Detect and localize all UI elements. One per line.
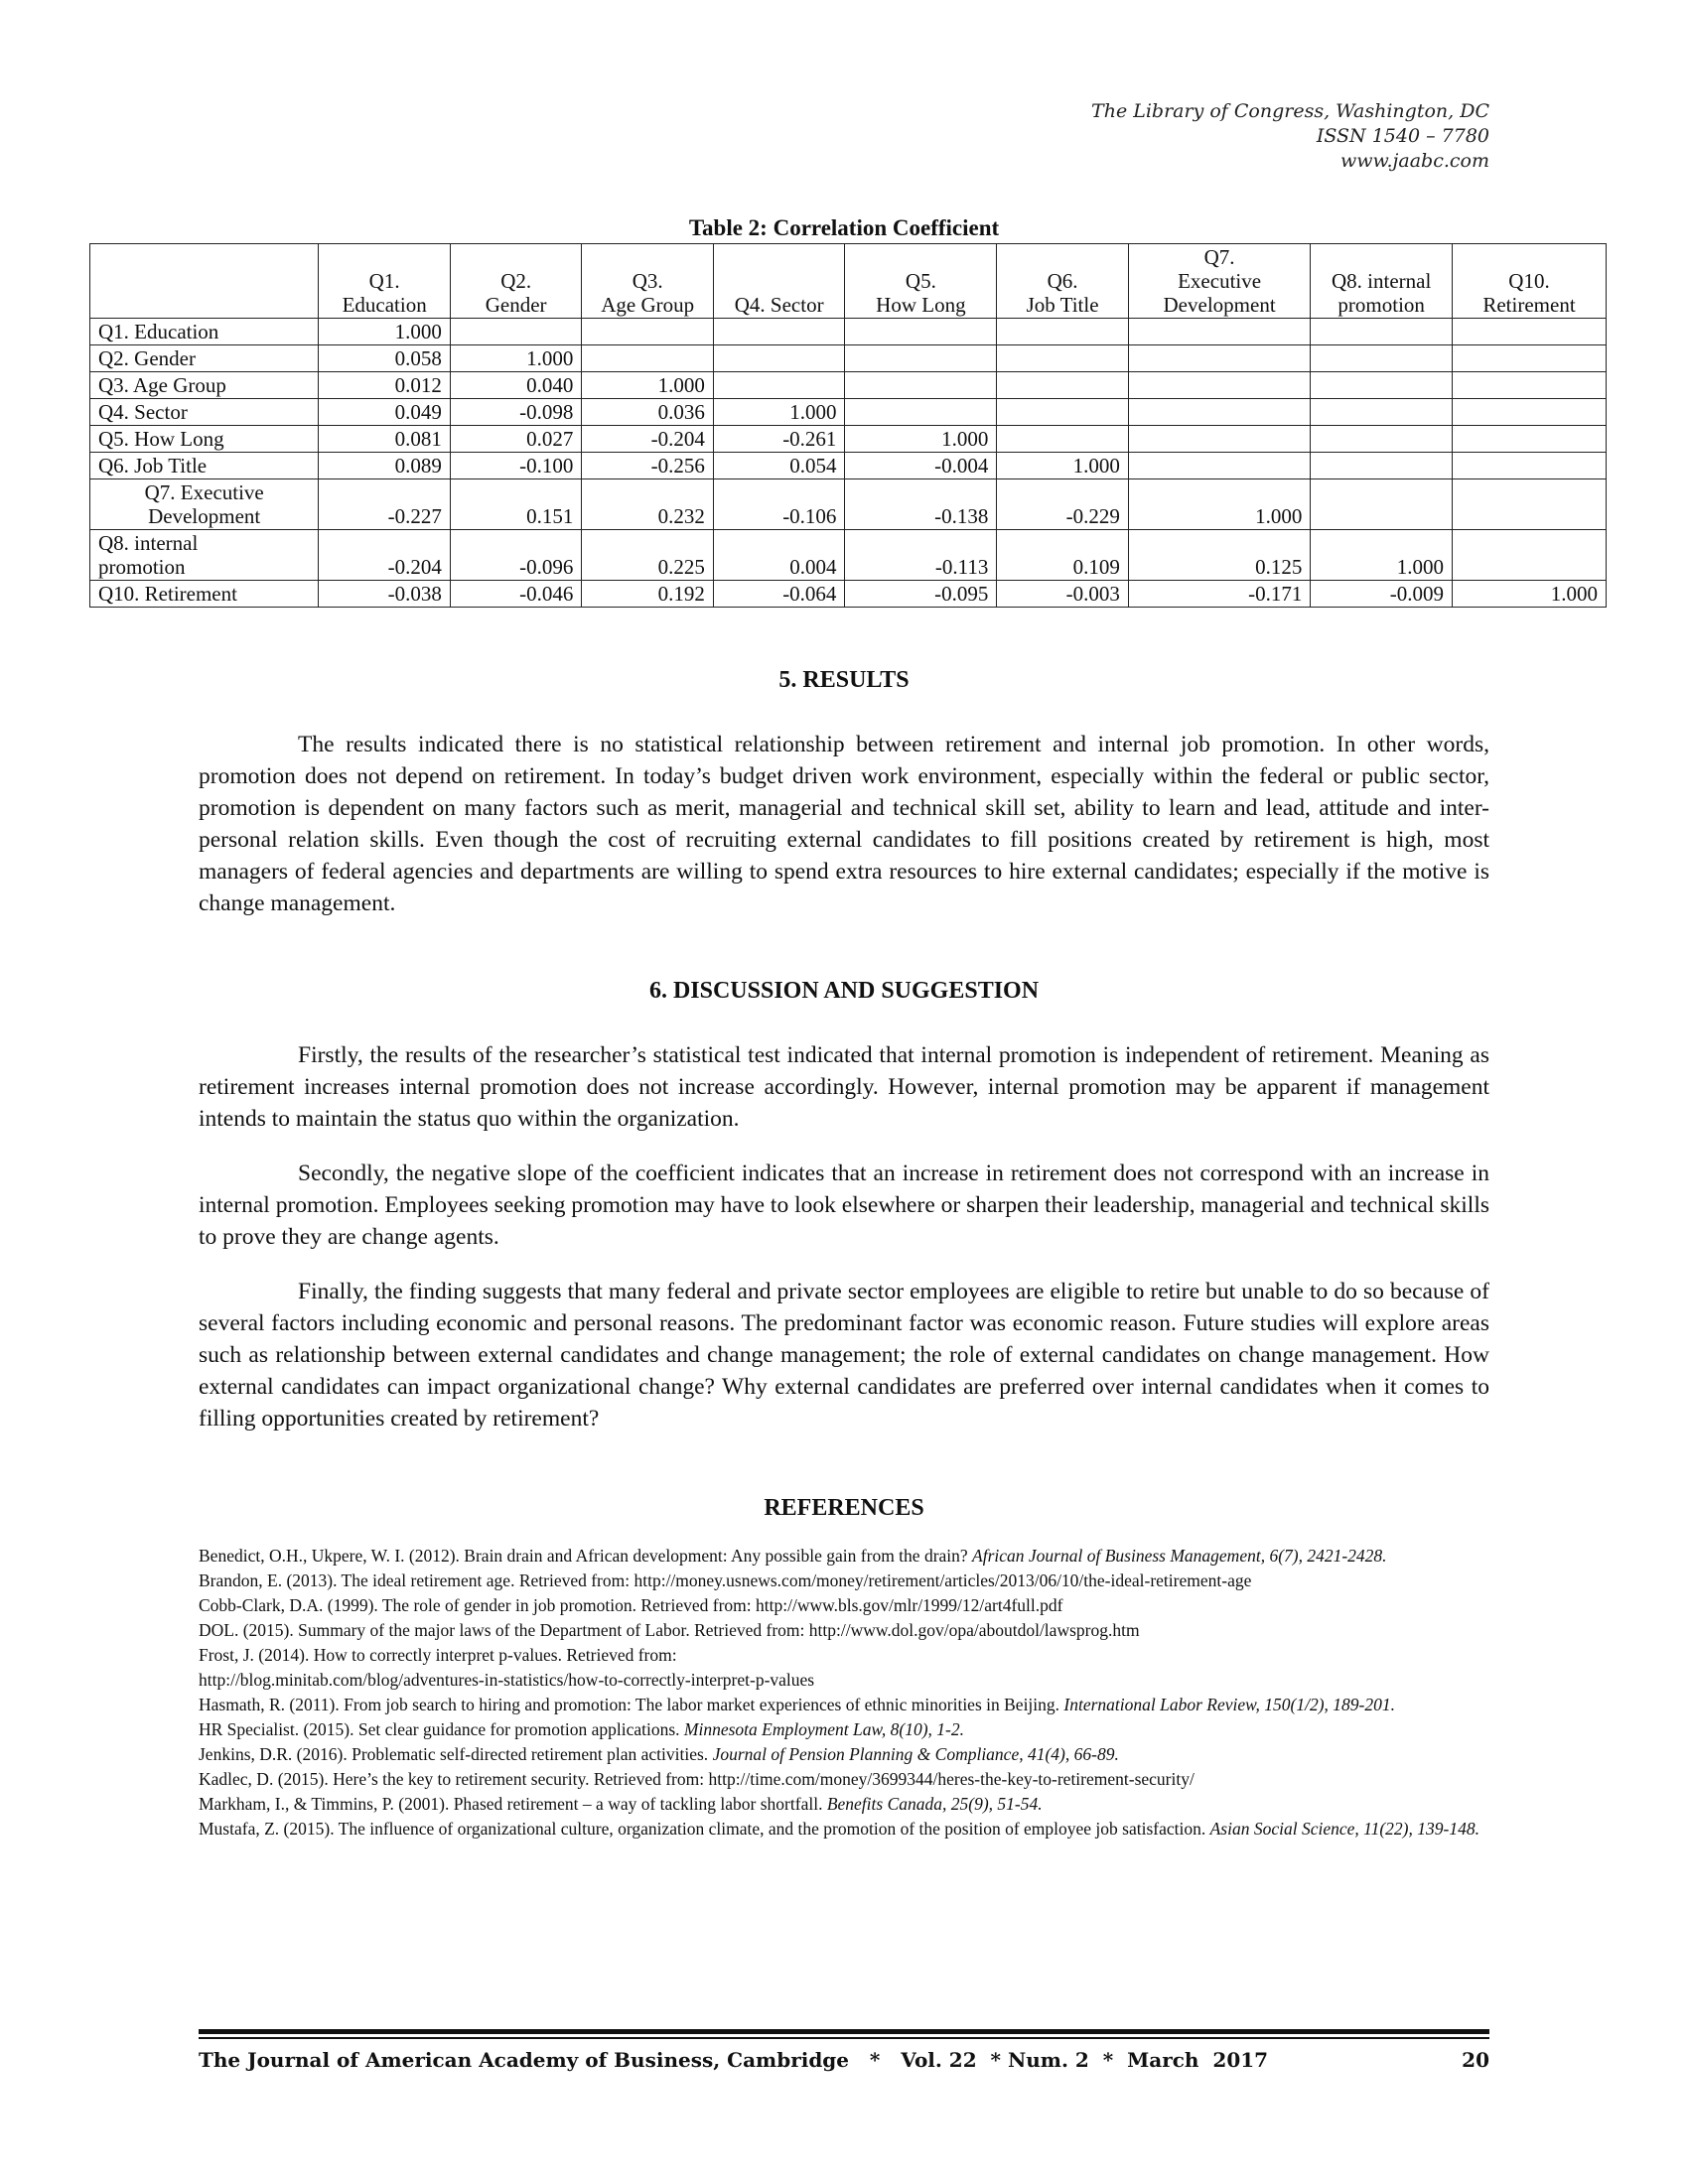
table-row (90, 345, 1607, 372)
table-cell (1128, 345, 1310, 372)
reference-item: Markham, I., & Timmins, P. (2001). Phased retirement – a way of tackling labor shortfall. Benefits Canada, 25(9), 51-54. (199, 1794, 1043, 1814)
table-cell: -0.046 (450, 581, 582, 608)
row-label: Q6. Job Title (90, 453, 319, 479)
table-cell: -0.106 (713, 479, 845, 530)
table-cell: -0.256 (582, 453, 714, 479)
references-list (199, 1544, 1499, 1842)
table-cell: -0.204 (582, 426, 714, 453)
table-cell (845, 319, 997, 345)
table-cell (845, 345, 997, 372)
table-cell (1311, 372, 1453, 399)
journal-header (1091, 99, 1489, 174)
column-header: Q4. Sector (713, 244, 845, 319)
table-cell: -0.171 (1128, 581, 1310, 608)
table-cell (1453, 479, 1607, 530)
reference-item: Brandon, E. (2013). The ideal retirement age. Retrieved from: http://money.usnews.com/money/retirement/articles/2013/06/10/the-ideal-retirement-age (199, 1570, 1252, 1590)
table-cell (1128, 426, 1310, 453)
table-header-row (90, 244, 1607, 319)
table-cell (1453, 345, 1607, 372)
table-cell (582, 345, 714, 372)
table-cell: 1.000 (1128, 479, 1310, 530)
column-header: Q3. Age Group (582, 244, 714, 319)
table-cell: 1.000 (450, 345, 582, 372)
discussion-heading: 6. DISCUSSION AND SUGGESTION (648, 978, 1040, 1004)
table-cell: 0.089 (319, 453, 451, 479)
row-label: Q5. How Long (90, 426, 319, 453)
table-cell: 0.151 (450, 479, 582, 530)
table-cell (1311, 399, 1453, 426)
journal-footer (199, 2048, 1489, 2072)
discussion-paragraph-3: Finally, the finding suggests that many federal and private sector employees are eligible to retire but unable to do so because of several factors including economic and personal reasons. The predominant factor was economic reason. Future studies will explore areas such as relationship between external candidates and change management; the role of external candidates on change management. How external candidates can impact organizational change? Why external candidates are preferred over internal candidates when it comes to filling opportunities created by retirement? (199, 1279, 1489, 1432)
row-label: Q2. Gender (90, 345, 319, 372)
table-row (90, 426, 1607, 453)
table-row (90, 372, 1607, 399)
results-heading: 5. RESULTS (778, 667, 910, 693)
header-line-1: The Library of Congress, Washington, DC (1091, 100, 1489, 122)
table-cell (1453, 372, 1607, 399)
table-cell: -0.038 (319, 581, 451, 608)
table-cell (845, 372, 997, 399)
table-cell: -0.009 (1311, 581, 1453, 608)
table-cell: 0.049 (319, 399, 451, 426)
table-cell (1311, 345, 1453, 372)
table-cell (997, 345, 1129, 372)
table-cell: 1.000 (1311, 530, 1453, 581)
column-header: Q2. Gender (450, 244, 582, 319)
table-cell: -0.138 (845, 479, 997, 530)
reference-item: HR Specialist. (2015). Set clear guidance for promotion applications. Minnesota Employment Law, 8(10), 1-2. (199, 1719, 964, 1739)
table-cell (1453, 399, 1607, 426)
row-label: Q1. Education (90, 319, 319, 345)
column-header: Q10. Retirement (1453, 244, 1607, 319)
footer-rule-thin (199, 2037, 1489, 2039)
table-row (90, 479, 1607, 530)
footer-journal-info: The Journal of American Academy of Business, Cambridge * Vol. 22 * Num. 2 * March 2017 (199, 2048, 1269, 2072)
table-cell (1128, 453, 1310, 479)
references-heading: REFERENCES (764, 1495, 924, 1521)
column-header: Q7. Executive Development (1128, 244, 1310, 319)
table-cell: -0.098 (450, 399, 582, 426)
table-cell (997, 372, 1129, 399)
reference-item: Jenkins, D.R. (2016). Problematic self-directed retirement plan activities. Journal of Pension Planning & Compliance, 41(4), 66-89. (199, 1744, 1119, 1764)
page-number: 20 (1462, 2048, 1489, 2072)
table-cell: -0.113 (845, 530, 997, 581)
reference-item: Mustafa, Z. (2015). The influence of organizational culture, organization climate, and the promotion of the position of employee job satisfaction. Asian Social Science, 11(22), 139-148. (199, 1819, 1479, 1839)
row-label: Q7. Executive Development (90, 479, 319, 530)
header-line-3: www.jaabc.com (1339, 150, 1489, 172)
table-cell (1311, 319, 1453, 345)
table-cell (1453, 530, 1607, 581)
table-row (90, 453, 1607, 479)
table-cell (1128, 319, 1310, 345)
table-cell (1311, 479, 1453, 530)
table-cell: 0.027 (450, 426, 582, 453)
discussion-paragraph-1: Firstly, the results of the researcher’s statistical test indicated that internal promotion is independent of retirement. Meaning as retirement increases internal promotion does not increase accordingly. However, internal promotion may be apparent if management intends to maintain the status quo within the organization. (199, 1042, 1489, 1132)
table-cell: 0.081 (319, 426, 451, 453)
table-cell: 1.000 (582, 372, 714, 399)
table-cell (1311, 453, 1453, 479)
table-cell (713, 345, 845, 372)
table-cell: -0.204 (319, 530, 451, 581)
header-line-2: ISSN 1540 – 7780 (1316, 125, 1489, 147)
row-label: Q3. Age Group (90, 372, 319, 399)
table-cell (1453, 453, 1607, 479)
table-cell (997, 319, 1129, 345)
table-cell (582, 319, 714, 345)
table-cell: 0.225 (582, 530, 714, 581)
table-cell: 0.036 (582, 399, 714, 426)
table-body (90, 319, 1607, 608)
table-cell (997, 399, 1129, 426)
table-row (90, 319, 1607, 345)
table-cell: 0.004 (713, 530, 845, 581)
row-label: Q8. internal promotion (90, 530, 319, 581)
table-cell: 1.000 (997, 453, 1129, 479)
column-header: Q6. Job Title (997, 244, 1129, 319)
column-header: Q1. Education (319, 244, 451, 319)
table-cell: 0.040 (450, 372, 582, 399)
table-cell: 0.232 (582, 479, 714, 530)
table-cell: -0.003 (997, 581, 1129, 608)
table-cell (450, 319, 582, 345)
table-cell (1128, 372, 1310, 399)
table-cell (713, 319, 845, 345)
column-header: Q5. How Long (845, 244, 997, 319)
table-cell: -0.229 (997, 479, 1129, 530)
reference-item: Cobb-Clark, D.A. (1999). The role of gender in job promotion. Retrieved from: http://www.bls.gov/mlr/1999/12/art4full.pdf (199, 1595, 1063, 1615)
table-cell: -0.064 (713, 581, 845, 608)
table-cell (997, 426, 1129, 453)
table-cell: 0.125 (1128, 530, 1310, 581)
table-cell: 1.000 (845, 426, 997, 453)
table-cell (1128, 399, 1310, 426)
table-cell (845, 399, 997, 426)
table-cell: 1.000 (713, 399, 845, 426)
table-cell (713, 372, 845, 399)
table-cell: 0.192 (582, 581, 714, 608)
results-paragraph: The results indicated there is no statistical relationship between retirement and internal job promotion. In other words, promotion does not depend on retirement. In today’s budget driven work environment, especially within the federal or public sector, promotion is dependent on many factors such as merit, managerial and technical skill set, ability to learn and lead, attitude and inter-personal relation skills. Even though the cost of recruiting external candidates to fill positions created by retirement is high, most managers of federal agencies and departments are willing to spend extra resources to hire external candidates; especially if the motive is change management. (199, 732, 1489, 916)
footer-rule-thick (199, 2029, 1489, 2034)
table-cell (1311, 426, 1453, 453)
discussion-paragraph-2: Secondly, the negative slope of the coefficient indicates that an increase in retirement does not correspond with an increase in internal promotion. Employees seeking promotion may have to look elsewhere or sharpen their leadership, managerial and technical skills to prove they are change agents. (199, 1160, 1489, 1250)
reference-item: Kadlec, D. (2015). Here’s the key to retirement security. Retrieved from: http://time.com/money/3699344/heres-the-key-to-retirement-security/ (199, 1769, 1195, 1789)
table-cell: 0.012 (319, 372, 451, 399)
table-row (90, 399, 1607, 426)
row-label: Q4. Sector (90, 399, 319, 426)
table-cell: 0.054 (713, 453, 845, 479)
table-cell: -0.227 (319, 479, 451, 530)
reference-item: DOL. (2015). Summary of the major laws of the Department of Labor. Retrieved from: http://www.dol.gov/opa/aboutdol/lawsprog.htm (199, 1620, 1140, 1640)
reference-item: Hasmath, R. (2011). From job search to hiring and promotion: The labor market experiences of ethnic minorities in Beijing. International Labor Review, 150(1/2), 189-201. (199, 1695, 1395, 1714)
table-row (90, 530, 1607, 581)
table-cell: -0.261 (713, 426, 845, 453)
table-row (90, 581, 1607, 608)
table-cell: 0.058 (319, 345, 451, 372)
reference-item: Benedict, O.H., Ukpere, W. I. (2012). Brain drain and African development: Any possible gain from the drain? African Journal of Business Management, 6(7), 2421-2428. (199, 1546, 1387, 1566)
correlation-table (89, 243, 1607, 608)
table-cell: -0.100 (450, 453, 582, 479)
table-cell: 1.000 (319, 319, 451, 345)
corner-cell (90, 244, 319, 319)
table-cell: -0.096 (450, 530, 582, 581)
table-cell (1453, 426, 1607, 453)
table-cell (1453, 319, 1607, 345)
row-label: Q10. Retirement (90, 581, 319, 608)
table-cell: -0.004 (845, 453, 997, 479)
table-title: Table 2: Correlation Coefficient (688, 215, 1000, 240)
table-cell: 1.000 (1453, 581, 1607, 608)
table-cell: -0.095 (845, 581, 997, 608)
column-header: Q8. internal promotion (1311, 244, 1453, 319)
table-cell: 0.109 (997, 530, 1129, 581)
reference-item: Frost, J. (2014). How to correctly interpret p-values. Retrieved from: (199, 1645, 677, 1665)
reference-item: http://blog.minitab.com/blog/adventures-in-statistics/how-to-correctly-interpret-p-values (199, 1670, 815, 1690)
